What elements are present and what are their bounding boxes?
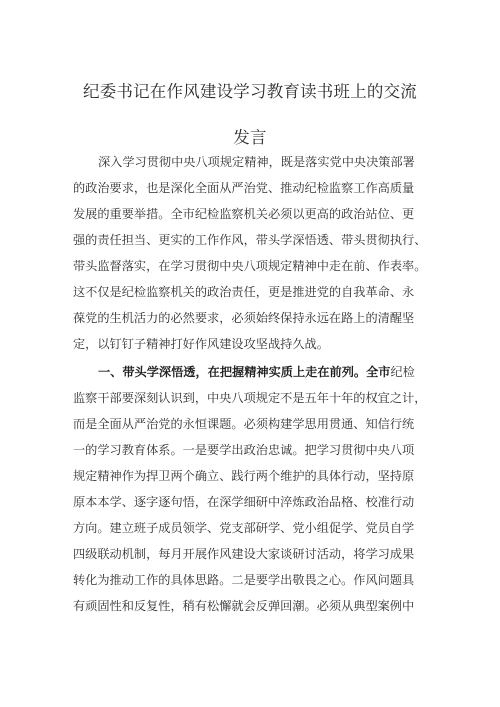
- document-title-line-2: 发言: [233, 128, 267, 147]
- paragraph-1-line-8: 定，以钉钉子精神打好作风建设攻坚战持久战。: [73, 337, 329, 351]
- paragraph-1-line-2: 的政治要求，也是深化全面从严治党、推动纪检监察工作高质量: [73, 181, 415, 195]
- paragraph-1-line-3: 发展的重要举措。全市纪检监察机关必须以更高的政治站位、更: [73, 207, 415, 221]
- document-title-line-1: 纪委书记在作风建设学习教育读书班上的交流: [83, 82, 417, 101]
- section-1-heading-line: [98, 365, 415, 379]
- section-1-line-1: 监察干部要深刻认识到，中央八项规定不是五年十年的权宜之计，: [73, 391, 427, 405]
- section-1-line-3: 一的学习教育体系。一是要学出政治忠诚。把学习贯彻中央八项: [73, 443, 415, 457]
- section-1-line-2: 而是全面从严治党的永恒课题。必须构建学思用贯通、知信行统: [73, 417, 415, 431]
- paragraph-1-line-6: 这不仅是纪检监察机关的政治责任，更是推进党的自我革命、永: [73, 285, 415, 299]
- section-1-line-8: 转化为推动工作的具体思路。二是要学出敬畏之心。作风问题具: [73, 573, 415, 587]
- paragraph-1-line-1: 深入学习贯彻中央八项规定精神，既是落实党中央决策部署: [98, 155, 415, 169]
- section-1-line-6: 方向。建立班子成员领学、党支部研学、党小组促学、党员自学: [73, 521, 415, 535]
- paragraph-1-line-7: 葆党的生机活力的必然要求，必须始终保持永远在路上的清醒坚: [73, 311, 415, 325]
- paragraph-1-line-4: 强的责任担当、更实的工作作风，带头学深悟透、带头贯彻执行、: [73, 233, 427, 247]
- paragraph-1-line-5: 带头监督落实，在学习贯彻中央八项规定精神中走在前、作表率。: [73, 259, 427, 273]
- section-1-line-5: 原本本学、逐字逐句悟，在深学细研中淬炼政治品格、校准行动: [73, 495, 415, 509]
- section-1-line-9: 有顽固性和反复性，稍有松懈就会反弹回潮。必须从典型案例中: [73, 599, 415, 613]
- section-1-heading: 一、带头学深悟透，在把握精神实质上走在前列。全市: [98, 365, 391, 379]
- section-1-heading-tail: 纪检: [390, 365, 415, 379]
- section-1-line-7: 四级联动机制，每月开展作风建设大家谈研讨活动，将学习成果: [73, 547, 415, 561]
- section-1-line-4: 规定精神作为捍卫两个确立、践行两个维护的具体行动，坚持原: [73, 469, 415, 483]
